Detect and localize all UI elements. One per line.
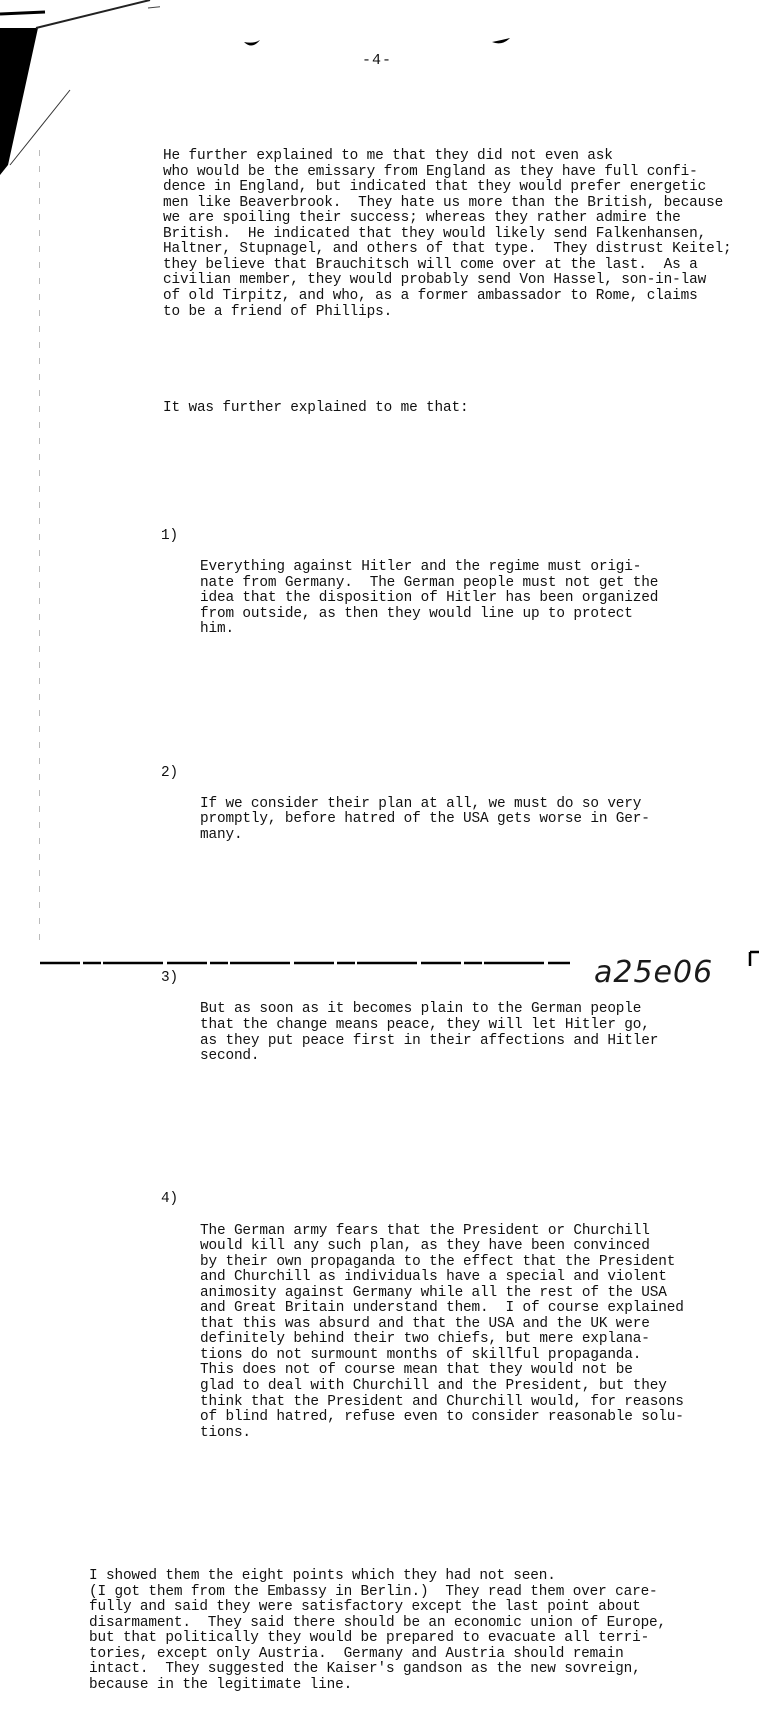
closing-paragraph [89,1569,747,1693]
list-item-number: 1) [161,528,178,545]
handwritten-annotation [590,952,730,990]
ink-blot-mark [242,38,262,50]
ink-blot-mark [490,36,512,46]
list-item-text: If we consider their plan at all, we must do so very promptly, before hatred of the USA gets worse in Ger- many. [200,795,650,843]
corner-bracket-mark [747,950,761,968]
handwritten-annotation-text: a25e06 [594,955,714,990]
list-item-number: 4) [161,1191,178,1208]
list-item [107,514,747,669]
margin-scan-line [38,150,41,950]
lead-in-sentence: It was further explained to me that: [163,400,469,417]
intro-paragraph-text: He further explained to me that they did not even ask who would be the emissary from England as they have full confi- dence in England, but indicated that they would prefer energetic men like Beaverbrook. They hate us more than the British, because we are spoiling their success; whereas they rather admire the British. He indicated that they would likely send Falkenhansen, Haltner, Stupnagel, and others of that type. They distrust Keitel; they believe that Brauchitsch will come over at the last. As a civilian member, they would probably send Von Hassel, son-in-law of old Tirpitz, and who, as a former ambassador to Rome, claims to be a friend of Phillips. [163,148,732,320]
page-number: -4- [362,52,393,69]
list-item-text: The German army fears that the President or Churchill would kill any such plan, as they have been convinced by their own propaganda to the effect that the President and Churchill as individuals have a special and violent animosity against Germany while all the rest of the USA and Great Britain understand them. I of course explained that this was absurd and that the USA and the UK were definitely behind their two chiefs, but mere explana- tions do not surmount months of skillful propaganda. This does not of course mean that they would not be glad to deal with Churchill and the President, but they think that the President and Churchill would, for reasons of blind hatred, refuse even to consider reasonable solu- tions. [200,1222,684,1441]
intro-paragraph [107,149,747,320]
bottom-scan-rule [40,960,570,966]
list-item-number: 3) [161,970,178,987]
list-item [107,750,747,874]
letter-body [89,118,747,1725]
closing-paragraph-text: I showed them the eight points which they had not seen. (I got them from the Embassy in Berlin.) They read them over care- fully and said they were satisfactory except the last point about disarmament. They said there should be an economic union of Europe, but that politically they would be prepared to evacuate all terri- tories, except only Austria. Germany and Austria should remain intact. They suggested the Kaiser's gandson as the new sovreign, because in the legitimate line. [89,1568,667,1693]
list-item [107,1177,747,1472]
list-item-text: Everything against Hitler and the regime must origi- nate from Germany. The German people must not get the idea that the disposition of Hitler has been organized from outside, as then they would line up to protect him. [200,559,659,638]
list-item-text: But as soon as it becomes plain to the German people that the change means peace, they will let Hitler go, as they put peace first in their affections and Hitler second. [200,1001,659,1065]
list-item-number: 2) [161,764,178,781]
